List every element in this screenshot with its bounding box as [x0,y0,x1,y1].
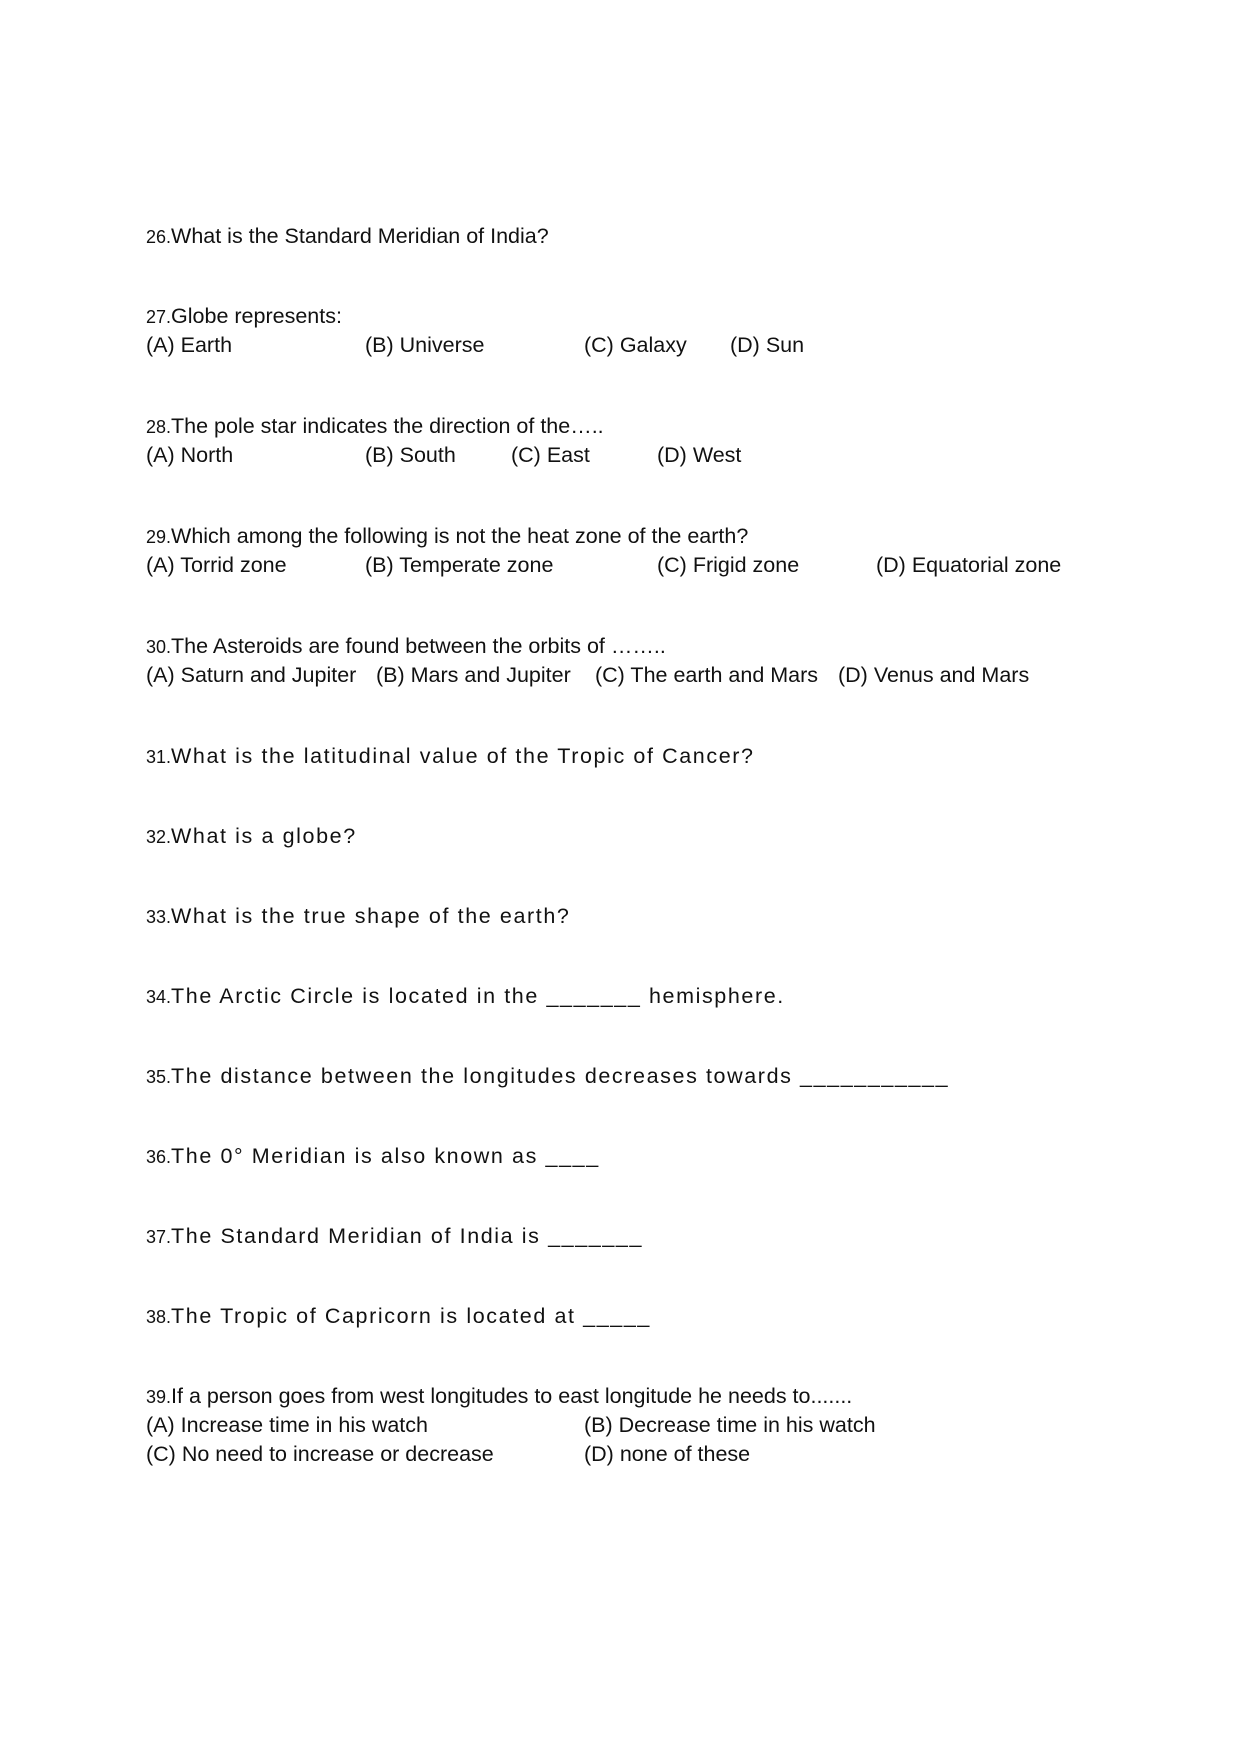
question-text: The Standard Meridian of India is _______ [171,1224,644,1248]
question-number: 30. [146,637,172,657]
question-text: Which among the following is not the heat zone of the earth? [171,524,749,548]
question-text: Globe represents: [171,304,342,328]
question-number: 35. [146,1067,172,1087]
question-30 [146,632,666,661]
question-number: 34. [146,987,172,1007]
option-a: (A) Increase time in his watch [146,1413,428,1437]
question-number: 33. [146,907,172,927]
question-text: What is a globe? [171,824,357,848]
question-text: What is the true shape of the earth? [171,904,571,928]
question-37 [146,1222,643,1251]
question-number: 37. [146,1227,172,1247]
question-number: 28. [146,417,172,437]
question-26 [146,222,549,251]
option-d: (D) Venus and Mars [838,663,1030,687]
option-c: (C) Galaxy [584,333,687,357]
question-31 [146,742,755,771]
question-number: 31. [146,747,172,767]
option-a: (A) Torrid zone [146,553,287,577]
question-29 [146,522,748,551]
question-number: 39. [146,1387,172,1407]
question-number: 26. [146,227,172,247]
option-c: (C) East [511,443,590,467]
question-text: What is the Standard Meridian of India? [171,224,549,248]
question-number: 36. [146,1147,172,1167]
option-a: (A) North [146,443,234,467]
question-number: 27. [146,307,172,327]
option-d: (D) Equatorial zone [876,553,1062,577]
option-b: (B) South [365,443,456,467]
option-d: (D) none of these [584,1442,751,1466]
question-35 [146,1062,949,1091]
question-text: If a person goes from west longitudes to east longitude he needs to....... [171,1384,853,1408]
question-36 [146,1142,600,1171]
question-32 [146,822,357,851]
option-d: (D) West [657,443,742,467]
question-38 [146,1302,651,1331]
question-number: 32. [146,827,172,847]
question-text: The Arctic Circle is located in the _______ hemisphere. [171,984,785,1008]
question-number: 38. [146,1307,172,1327]
question-text: The distance between the longitudes decreases towards ___________ [171,1064,950,1088]
option-a: (A) Earth [146,333,233,357]
question-text: The Asteroids are found between the orbits of …….. [171,634,666,658]
question-28 [146,412,604,441]
option-b: (B) Temperate zone [365,553,554,577]
option-d: (D) Sun [730,333,805,357]
question-text: The 0° Meridian is also known as ____ [171,1144,600,1168]
option-b: (B) Universe [365,333,485,357]
option-c: (C) Frigid zone [657,553,800,577]
option-b: (B) Decrease time in his watch [584,1413,876,1437]
question-33 [146,902,570,931]
question-27 [146,302,342,331]
question-39 [146,1382,852,1411]
question-text: The Tropic of Capricorn is located at _____ [171,1304,651,1328]
question-34 [146,982,785,1011]
option-c: (C) The earth and Mars [595,663,819,687]
option-b: (B) Mars and Jupiter [376,663,571,687]
question-number: 29. [146,527,172,547]
option-c: (C) No need to increase or decrease [146,1442,494,1466]
question-text: What is the latitudinal value of the Tropic of Cancer? [171,744,755,768]
option-a: (A) Saturn and Jupiter [146,663,357,687]
question-text: The pole star indicates the direction of the….. [171,414,604,438]
